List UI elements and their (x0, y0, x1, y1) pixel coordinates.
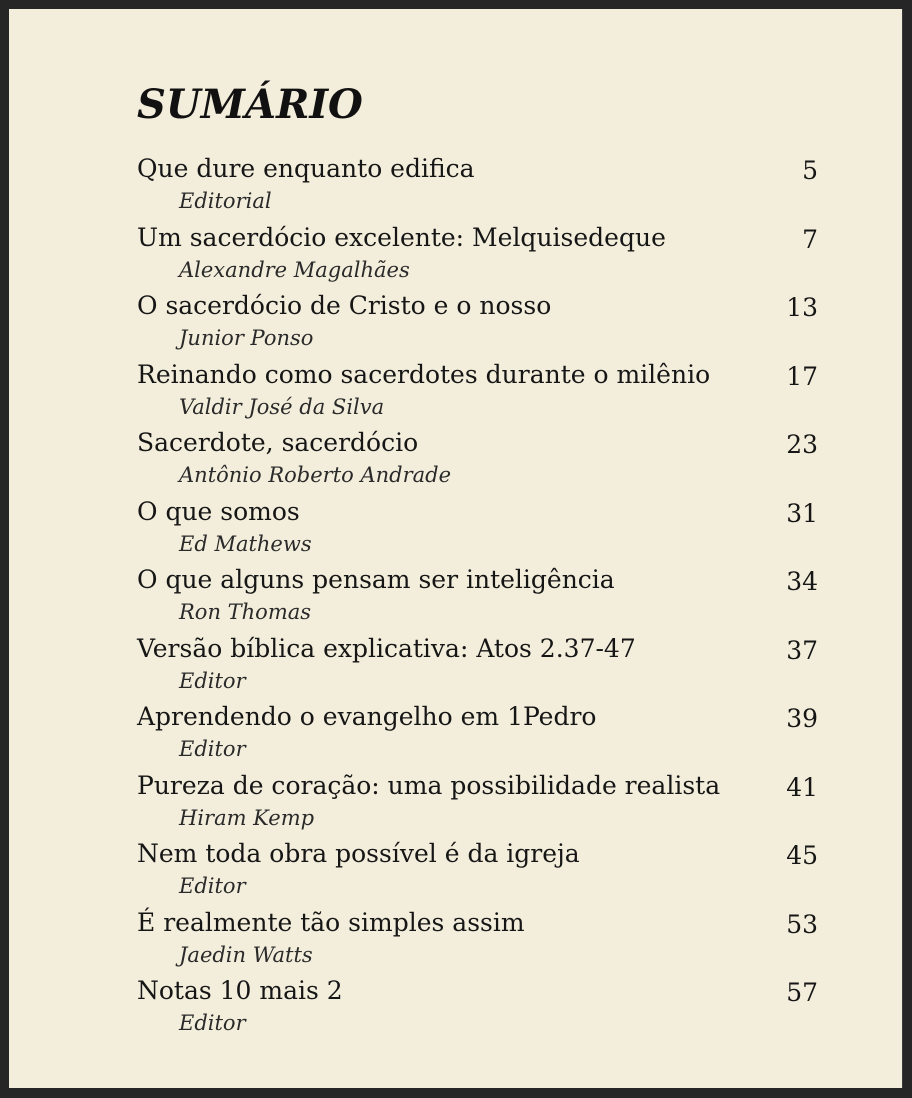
toc-entry-title[interactable]: O que alguns pensam ser inteligência (137, 565, 615, 594)
toc-entry-author: Editor (179, 874, 246, 898)
toc-entry-title[interactable]: Um sacerdócio excelente: Melquisedeque (137, 222, 666, 252)
toc-entry-author: Ron Thomas (179, 600, 312, 624)
toc-entry-page-number: 5 (802, 156, 818, 185)
toc-entry[interactable] (137, 975, 818, 1044)
document-page (9, 9, 903, 1088)
toc-entry-page-number: 31 (786, 498, 818, 528)
toc-entry-page-number: 53 (786, 909, 818, 939)
toc-entry[interactable] (137, 633, 818, 702)
toc-entry[interactable] (137, 770, 818, 839)
toc-entry[interactable] (137, 907, 818, 976)
page-title: SUMÁRIO (137, 81, 363, 128)
toc-entry-title[interactable]: O que somos (137, 496, 300, 526)
toc-entry[interactable] (137, 701, 818, 770)
toc-entry-page-number: 7 (802, 224, 818, 254)
toc-entry-title[interactable]: O sacerdócio de Cristo e o nosso (137, 291, 552, 320)
toc-entry[interactable] (137, 359, 818, 428)
toc-entry-author: Ed Mathews (179, 531, 312, 556)
toc-entry-author: Editor (179, 668, 246, 693)
toc-entry[interactable] (137, 427, 818, 496)
toc-entry-page-number: 17 (786, 361, 818, 391)
toc-entry-author: Jaedin Watts (179, 942, 313, 967)
toc-entry-page-number: 41 (786, 772, 818, 802)
toc-entry[interactable] (137, 222, 818, 291)
toc-entry-page-number: 37 (786, 635, 818, 665)
toc-entry-title[interactable]: Versão bíblica explicativa: Atos 2.37-47 (137, 633, 636, 663)
toc-entry-title[interactable]: É realmente tão simples assim (137, 907, 525, 937)
toc-entry-author: Antônio Roberto Andrade (179, 463, 452, 487)
table-of-contents (137, 153, 818, 1044)
toc-entry-page-number: 34 (786, 567, 818, 596)
toc-entry-page-number: 57 (786, 978, 818, 1007)
toc-entry-page-number: 13 (786, 293, 818, 322)
toc-entry[interactable] (137, 838, 818, 907)
toc-entry-page-number: 23 (786, 430, 818, 459)
toc-entry[interactable] (137, 564, 818, 633)
toc-entry-page-number: 45 (786, 841, 818, 870)
toc-entry-title[interactable]: Reinando como sacerdotes durante o milênio (137, 359, 711, 389)
toc-entry-author: Alexandre Magalhães (179, 257, 410, 282)
toc-entry-title[interactable]: Que dure enquanto edifica (137, 154, 475, 183)
toc-entry[interactable] (137, 496, 818, 565)
toc-entry-author: Junior Ponso (179, 326, 314, 350)
toc-entry-author: Hiram Kemp (179, 805, 315, 830)
toc-entry-author: Valdir José da Silva (179, 394, 385, 419)
toc-entry[interactable] (137, 290, 818, 359)
toc-entry-title[interactable]: Sacerdote, sacerdócio (137, 428, 419, 457)
toc-entry-title[interactable]: Aprendendo o evangelho em 1Pedro (137, 702, 597, 731)
toc-entry-author: Editorial (179, 189, 272, 213)
toc-entry-title[interactable]: Pureza de coração: uma possibilidade realista (137, 770, 721, 800)
toc-entry-title[interactable]: Notas 10 mais 2 (137, 976, 343, 1005)
toc-entry-title[interactable]: Nem toda obra possível é da igreja (137, 839, 580, 868)
toc-entry-author: Editor (179, 737, 246, 761)
toc-entry-page-number: 39 (786, 704, 818, 733)
toc-entry-author: Editor (179, 1011, 246, 1035)
toc-entry[interactable] (137, 153, 818, 222)
